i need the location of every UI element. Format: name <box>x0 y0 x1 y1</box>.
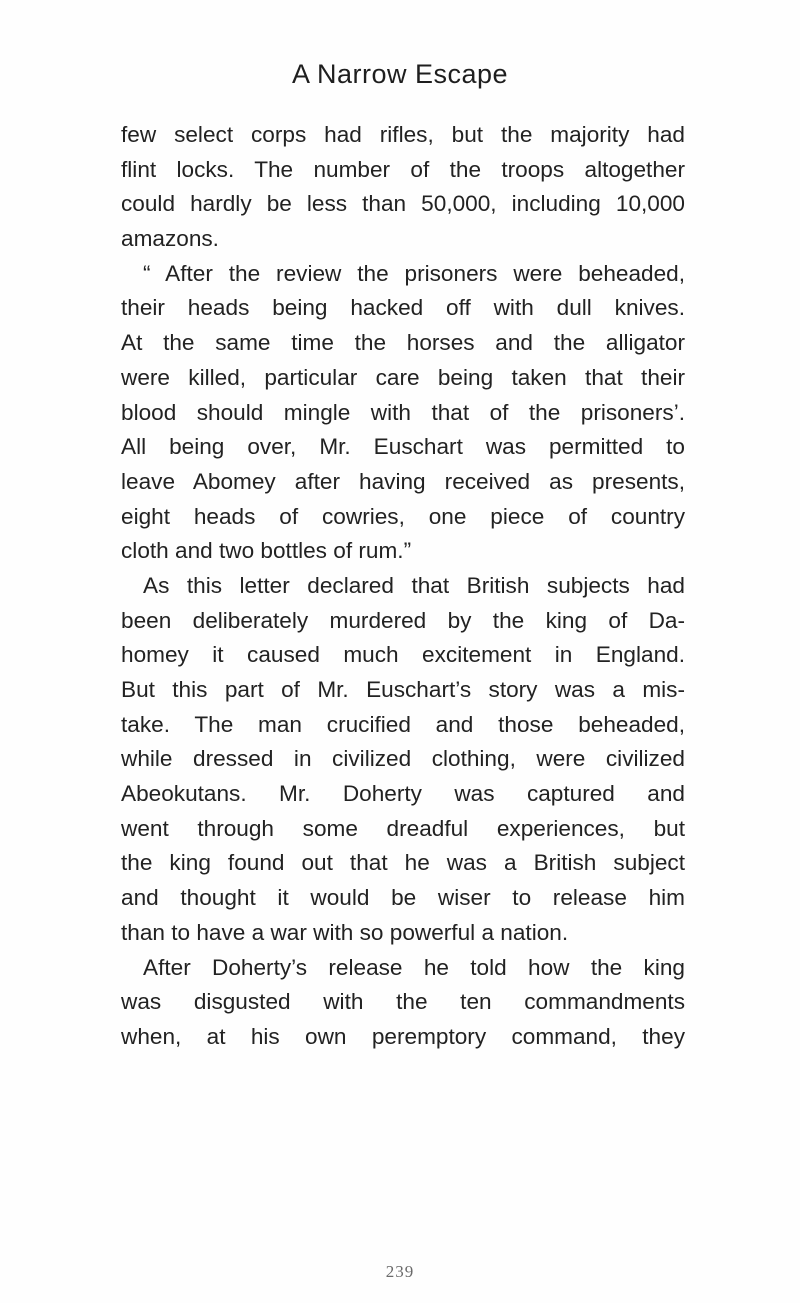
text-line: and thought it would be wiser to release him <box>121 885 685 911</box>
text-line: than to have a war with so powerful a nation. <box>121 919 569 945</box>
text-line: few select corps had rifles, but the majority had <box>121 122 685 147</box>
text-line: blood should mingle with that of the prisoners’. <box>121 399 685 425</box>
text-line: their heads being hacked off with dull knives. <box>121 295 685 321</box>
text-line: At the same time the horses and the alligator <box>121 330 685 356</box>
text-line: All being over, Mr. Euschart was permitted to <box>121 434 685 460</box>
text-line: eight heads of cowries, one piece of country <box>121 503 685 529</box>
text-line: Abeokutans. Mr. Doherty was captured and <box>121 781 685 807</box>
text-line: when, at his own peremptory command, they <box>121 1023 685 1049</box>
text-line: After Doherty’s release he told how the king <box>143 954 685 980</box>
text-line: the king found out that he was a British subject <box>121 850 685 876</box>
text-line: “ After the review the prisoners were beheaded, <box>143 260 685 286</box>
text-line: take. The man crucified and those beheaded, <box>121 711 685 737</box>
page-number: 239 <box>385 1262 415 1281</box>
text-line: flint locks. The number of the troops altogether <box>121 156 685 182</box>
text-line: amazons. <box>121 226 219 252</box>
text-line: homey it caused much excitement in England. <box>121 642 685 668</box>
text-line: been deliberately murdered by the king of Da- <box>121 607 685 633</box>
text-line: while dressed in civilized clothing, were civilized <box>121 746 685 772</box>
text-line: could hardly be less than 50,000, including 10,000 <box>121 191 685 217</box>
running-head-title: A Narrow Escape <box>291 59 509 89</box>
text-line: was disgusted with the ten commandments <box>121 989 685 1015</box>
text-line: But this part of Mr. Euschart’s story was a mis- <box>121 677 685 702</box>
text-line: cloth and two bottles of rum.” <box>121 538 412 564</box>
text-line: were killed, particular care being taken that their <box>121 364 685 390</box>
text-line: leave Abomey after having received as presents, <box>121 468 685 494</box>
text-line: As this letter declared that British subjects had <box>143 572 685 598</box>
body-text <box>121 118 685 1055</box>
text-line: went through some dreadful experiences, but <box>121 815 685 841</box>
